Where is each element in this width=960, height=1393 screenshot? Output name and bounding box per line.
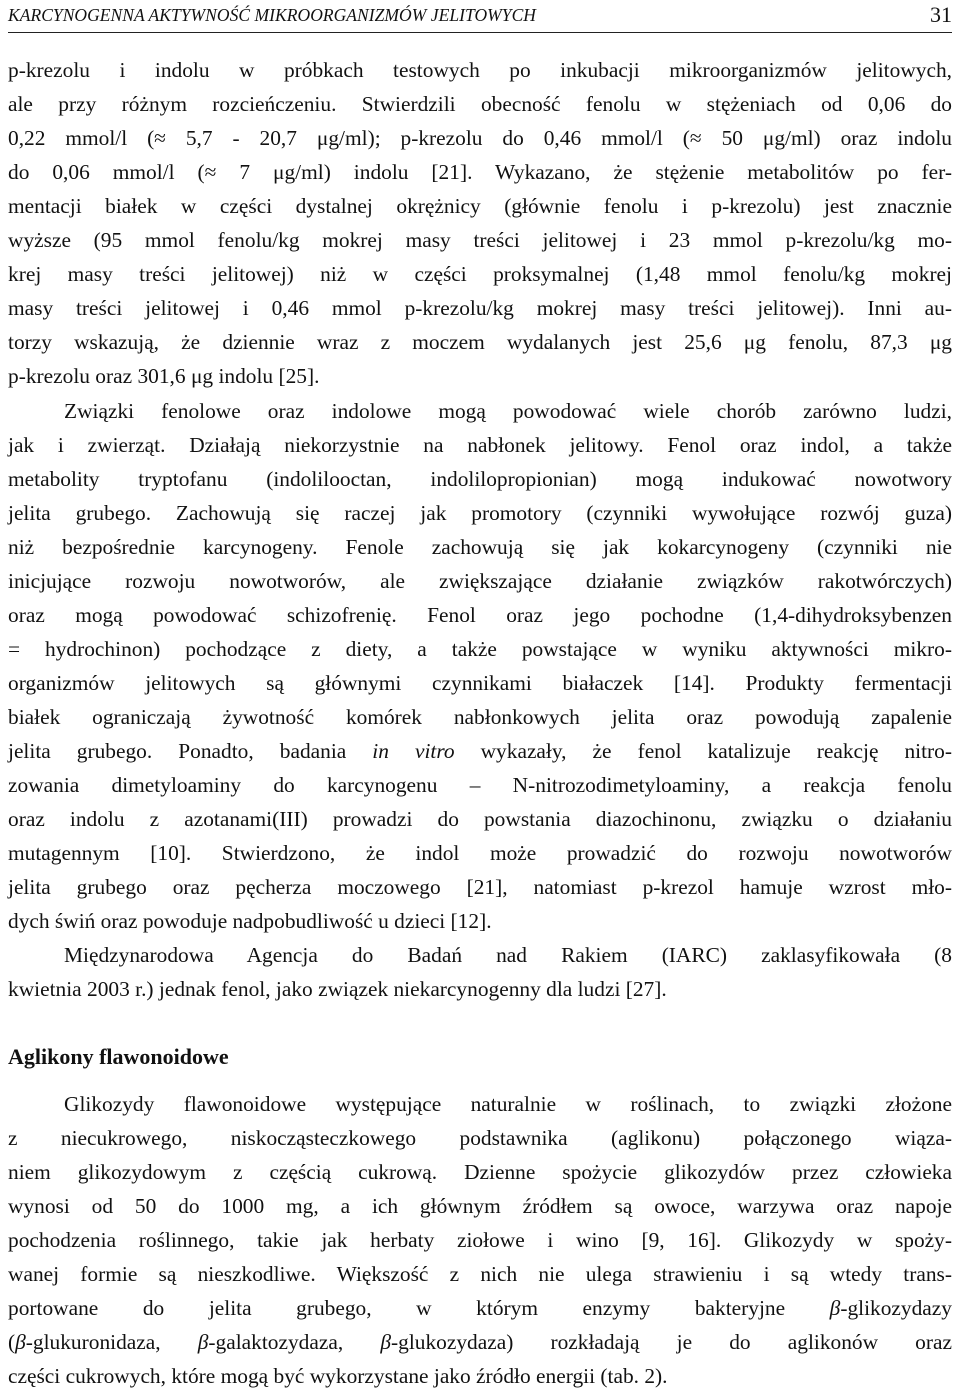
section-heading: Aglikony flawonoidowe xyxy=(8,1044,229,1069)
text-line: = hydrochinon) pochodzące z diety, a także powstające w wyniku aktywności mikro- xyxy=(8,636,952,661)
text-line: do 0,06 mmol/l (≈ 7 μg/ml) indolu [21]. Wykazano, że stężenie metabolitów po fer- xyxy=(8,160,952,185)
text-line: z niecukrowego, niskocząsteczkowego podstawnika (aglikonu) połączonego wiąza- xyxy=(8,1126,952,1151)
text-line: ale przy różnym rozcieńczeniu. Stwierdzili obecność fenolu w stężeniach od 0,06 do xyxy=(8,92,952,117)
text-line: niż bezpośrednie karcynogeny. Fenole zachowują się jak kokarcynogeny (czynniki nie xyxy=(8,534,952,559)
text-span: jelita grubego. Ponadto, badania xyxy=(8,739,373,763)
text-line: oraz indolu z azotanami(III) prowadzi do powstania diazochinonu, związku o działaniu xyxy=(8,807,952,832)
text-line: białek ograniczają żywotność komórek nabłonkowych jelita oraz powodują zapalenie xyxy=(8,704,952,729)
text-line: 0,22 mmol/l (≈ 5,7 - 20,7 μg/ml); p-krezolu do 0,46 mmol/l (≈ 50 μg/ml) oraz indolu xyxy=(8,126,952,151)
italic-span: β xyxy=(15,1330,26,1355)
text-span: -glukozydaza) rozkładają je do aglikonów oraz xyxy=(391,1330,952,1355)
text-line: pochodzenia roślinnego, takie jak herbaty ziołowe i wino [9, 16]. Glikozydy w spoży- xyxy=(8,1228,952,1253)
text-line: Glikozydy flawonoidowe występujące naturalnie w roślinach, to związki złożone xyxy=(64,1092,952,1116)
text-line: jelita grubego. Zachowują się raczej jak promotory (czynniki wywołujące rozwój guza) xyxy=(8,500,952,525)
text-line: mutagennym [10]. Stwierdzono, że indol może prowadzić do rozwoju nowotworów xyxy=(8,841,952,866)
text-line: Związki fenolowe oraz indolowe mogą powodować wiele chorób zarówno ludzi, xyxy=(64,398,952,423)
text-line: wyższe (95 mmol fenolu/kg mokrej masy treści jelitowej i 23 mmol p-krezolu/kg mo- xyxy=(8,228,952,253)
text-line: p-krezolu i indolu w próbkach testowych po inkubacji mikroorganizmów jelitowych, xyxy=(8,58,952,82)
text-line: mentacji białek w części dystalnej okrężnicy (głównie fenolu i p-krezolu) jest znacznie xyxy=(8,194,952,219)
text-span: wykazały, że fenol katalizuje reakcję nitro- xyxy=(454,739,953,763)
text-span: -glikozydazy xyxy=(840,1296,952,1321)
text-line: p-krezolu oraz 301,6 μg indolu [25]. xyxy=(8,364,320,389)
text-span: ( xyxy=(8,1330,16,1355)
text-line: jelita grubego oraz pęcherza moczowego [21], natomiast p-krezol hamuje wzrost mło- xyxy=(8,875,952,900)
text-line: organizmów jelitowych są głównymi czynnikami białaczek [14]. Produkty fermentacji xyxy=(8,670,952,695)
text-line: części cukrowych, które mogą być wykorzystane jako źródło energii (tab. 2). xyxy=(8,1364,668,1389)
text-line: Międzynarodowa Agencja do Badań nad Rakiem (IARC) zaklasyfikowała (8 xyxy=(64,943,952,968)
italic-span: β xyxy=(829,1296,841,1321)
text-line: masy treści jelitowej i 0,46 mmol p-krezolu/kg mokrej masy treści jelitowej). Inni au- xyxy=(8,296,952,321)
text-line xyxy=(8,1325,952,1359)
text-span: -glukuronidaza, xyxy=(25,1330,198,1355)
italic-span: in vitro xyxy=(372,739,455,763)
page-number: 31 xyxy=(930,2,952,27)
text-line: kwietnia 2003 r.) jednak fenol, jako związek niekarcynogenny dla ludzi [27]. xyxy=(8,977,667,1002)
text-line: torzy wskazują, że dziennie wraz z moczem wydalanych jest 25,6 μg fenolu, 87,3 μg xyxy=(8,330,952,355)
text-span: portowane do jelita grubego, w którym enzymy bakteryjne xyxy=(8,1296,830,1321)
text-line xyxy=(8,1291,952,1325)
text-line: dych świń oraz powoduje nadpobudliwość u dzieci [12]. xyxy=(8,909,492,934)
text-line: oraz mogą powodować schizofrenię. Fenol oraz jego pochodne (1,4-dihydroksybenzen xyxy=(8,602,952,627)
text-line: niem glikozydowym z częścią cukrową. Dzienne spożycie glikozydów przez człowieka xyxy=(8,1160,952,1185)
text-span: -galaktozydaza, xyxy=(208,1330,381,1355)
text-line: wynosi od 50 do 1000 mg, a ich głównym źródłem są owoce, warzywa oraz napoje xyxy=(8,1194,952,1219)
italic-span: β xyxy=(197,1330,209,1355)
text-line: krej masy treści jelitowej) niż w części proksymalnej (1,48 mmol fenolu/kg mokrej xyxy=(8,262,952,287)
text-line: jak i zwierząt. Działają niekorzystnie na nabłonek jelitowy. Fenol oraz indol, a także xyxy=(8,432,952,457)
text-line xyxy=(8,734,952,768)
text-line: metabolity tryptofanu (indolilooctan, indolilopropionian) mogą indukować nowotwory xyxy=(8,466,952,491)
italic-span: β xyxy=(380,1330,391,1355)
running-title: KARCYNOGENNA AKTYWNOŚĆ MIKROORGANIZMÓW JELITOWYCH xyxy=(8,5,536,25)
text-line: inicjujące rozwoju nowotworów, ale zwiększające działanie związków rakotwórczych) xyxy=(8,568,952,593)
text-line: wanej formie są nieszkodliwe. Większość z nich nie ulega strawieniu i są wtedy trans- xyxy=(8,1262,952,1287)
text-line: zowania dimetyloaminy do karcynogenu – N-nitrozodimetyloaminy, a reakcja fenolu xyxy=(8,773,952,798)
running-header xyxy=(8,2,952,33)
